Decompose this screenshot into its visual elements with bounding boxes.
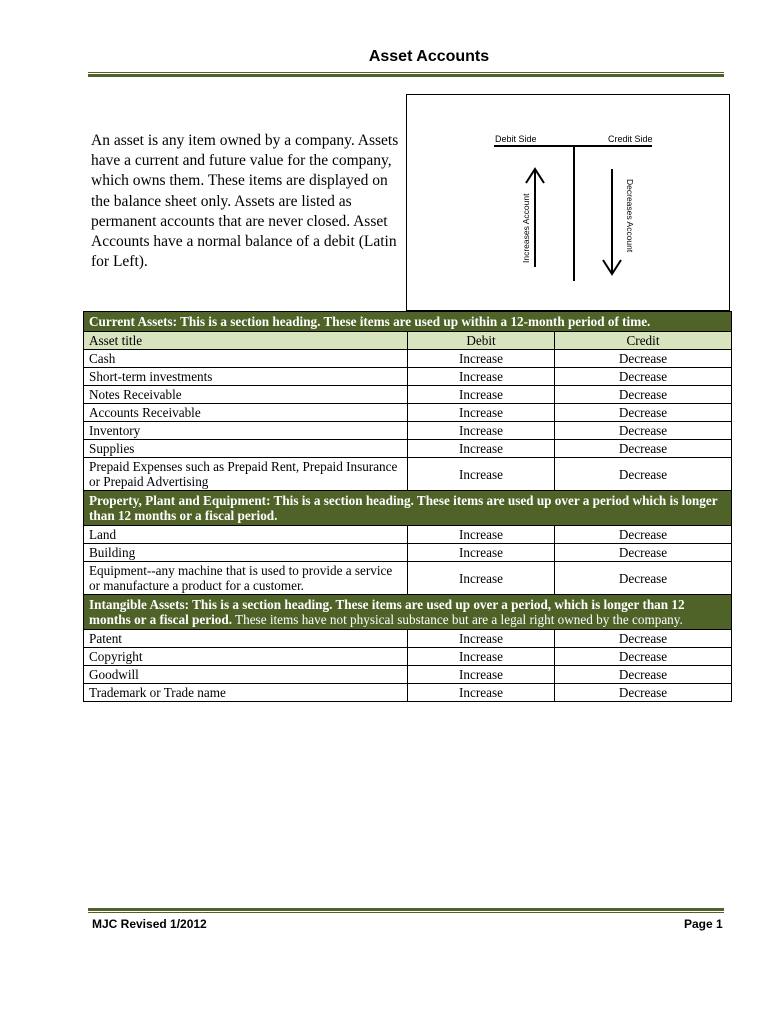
credit-cell: Decrease	[555, 386, 732, 404]
credit-cell: Decrease	[555, 350, 732, 368]
header-credit: Credit	[555, 332, 732, 350]
section-heading-row	[84, 312, 732, 332]
header-rule-thick	[88, 74, 724, 77]
t-account-diagram	[406, 94, 730, 311]
decreases-account-label: Decreases Account	[625, 179, 635, 253]
asset-title-cell: Notes Receivable	[84, 386, 408, 404]
asset-title-cell: Copyright	[84, 648, 408, 666]
credit-cell: Decrease	[555, 684, 732, 702]
asset-title-cell: Building	[84, 544, 408, 562]
page-title: Asset Accounts	[368, 48, 490, 65]
debit-cell: Increase	[408, 526, 555, 544]
table-row	[84, 666, 732, 684]
footer-rule-thick	[88, 908, 724, 911]
table-row	[84, 526, 732, 544]
section-heading-bold: Intangible Assets: This is a section heading. These items are used up over a period, which is longer than 12 months or a fiscal period.	[89, 597, 685, 627]
table-row	[84, 562, 732, 595]
asset-title-cell: Accounts Receivable	[84, 404, 408, 422]
table-row	[84, 386, 732, 404]
asset-title-cell: Trademark or Trade name	[84, 684, 408, 702]
debit-side-label: Debit Side	[495, 134, 537, 144]
credit-cell: Decrease	[555, 648, 732, 666]
table-row	[84, 544, 732, 562]
footer-rule-thin	[88, 912, 724, 913]
header-debit: Debit	[408, 332, 555, 350]
debit-cell: Increase	[408, 562, 555, 595]
section-heading	[84, 312, 732, 332]
table-row	[84, 368, 732, 386]
debit-cell: Increase	[408, 630, 555, 648]
section-heading-bold: Current Assets: This is a section heading. These items are used up within a 12-month period of time.	[89, 314, 651, 329]
footer-revision: MJC Revised 1/2012	[92, 917, 207, 931]
debit-cell: Increase	[408, 386, 555, 404]
credit-cell: Decrease	[555, 526, 732, 544]
table-row	[84, 458, 732, 491]
credit-cell: Decrease	[555, 458, 732, 491]
asset-title-cell: Inventory	[84, 422, 408, 440]
credit-cell: Decrease	[555, 368, 732, 386]
debit-cell: Increase	[408, 422, 555, 440]
table-row	[84, 440, 732, 458]
asset-title-cell: Patent	[84, 630, 408, 648]
section-heading	[84, 595, 732, 630]
credit-cell: Decrease	[555, 562, 732, 595]
credit-cell: Decrease	[555, 666, 732, 684]
debit-cell: Increase	[408, 440, 555, 458]
asset-title-cell: Prepaid Expenses such as Prepaid Rent, Prepaid Insurance or Prepaid Advertising	[84, 458, 408, 491]
debit-cell: Increase	[408, 350, 555, 368]
footer-page-number: Page 1	[684, 917, 723, 931]
debit-cell: Increase	[408, 666, 555, 684]
debit-cell: Increase	[408, 544, 555, 562]
table-row	[84, 648, 732, 666]
header-asset-title: Asset title	[84, 332, 408, 350]
section-heading-bold: Property, Plant and Equipment: This is a section heading. These items are used up over a period which is longer than 12 months or a fiscal period.	[89, 493, 718, 523]
debit-cell: Increase	[408, 404, 555, 422]
section-heading-row	[84, 595, 732, 630]
table-row	[84, 684, 732, 702]
debit-cell: Increase	[408, 458, 555, 491]
credit-side-label: Credit Side	[608, 134, 653, 144]
section-heading	[84, 491, 732, 526]
increases-account-label: Increases Account	[521, 193, 531, 263]
credit-cell: Decrease	[555, 440, 732, 458]
debit-cell: Increase	[408, 368, 555, 386]
table-row	[84, 630, 732, 648]
table-row	[84, 404, 732, 422]
asset-title-cell: Short-term investments	[84, 368, 408, 386]
table-row	[84, 422, 732, 440]
table-row	[84, 350, 732, 368]
section-heading-note: These items have not physical substance but are a legal right owned by the company.	[232, 612, 683, 627]
credit-cell: Decrease	[555, 544, 732, 562]
asset-title-cell: Goodwill	[84, 666, 408, 684]
credit-cell: Decrease	[555, 422, 732, 440]
debit-cell: Increase	[408, 684, 555, 702]
header-rule-thin	[88, 72, 724, 73]
asset-title-cell: Supplies	[84, 440, 408, 458]
section-heading-row	[84, 491, 732, 526]
asset-title-cell: Land	[84, 526, 408, 544]
asset-title-cell: Equipment--any machine that is used to provide a service or manufacture a product for a customer.	[84, 562, 408, 595]
credit-cell: Decrease	[555, 404, 732, 422]
table-header-row	[84, 332, 732, 350]
intro-paragraph: An asset is any item owned by a company. Assets have a current and future value for the company, which owns them. These items are displayed on the balance sheet only. Assets are listed as permanent accounts that are never closed. Asset Accounts have a normal balance of a debit (Latin for Left).	[91, 132, 399, 271]
asset-accounts-table	[83, 311, 732, 702]
debit-cell: Increase	[408, 648, 555, 666]
credit-cell: Decrease	[555, 630, 732, 648]
asset-title-cell: Cash	[84, 350, 408, 368]
